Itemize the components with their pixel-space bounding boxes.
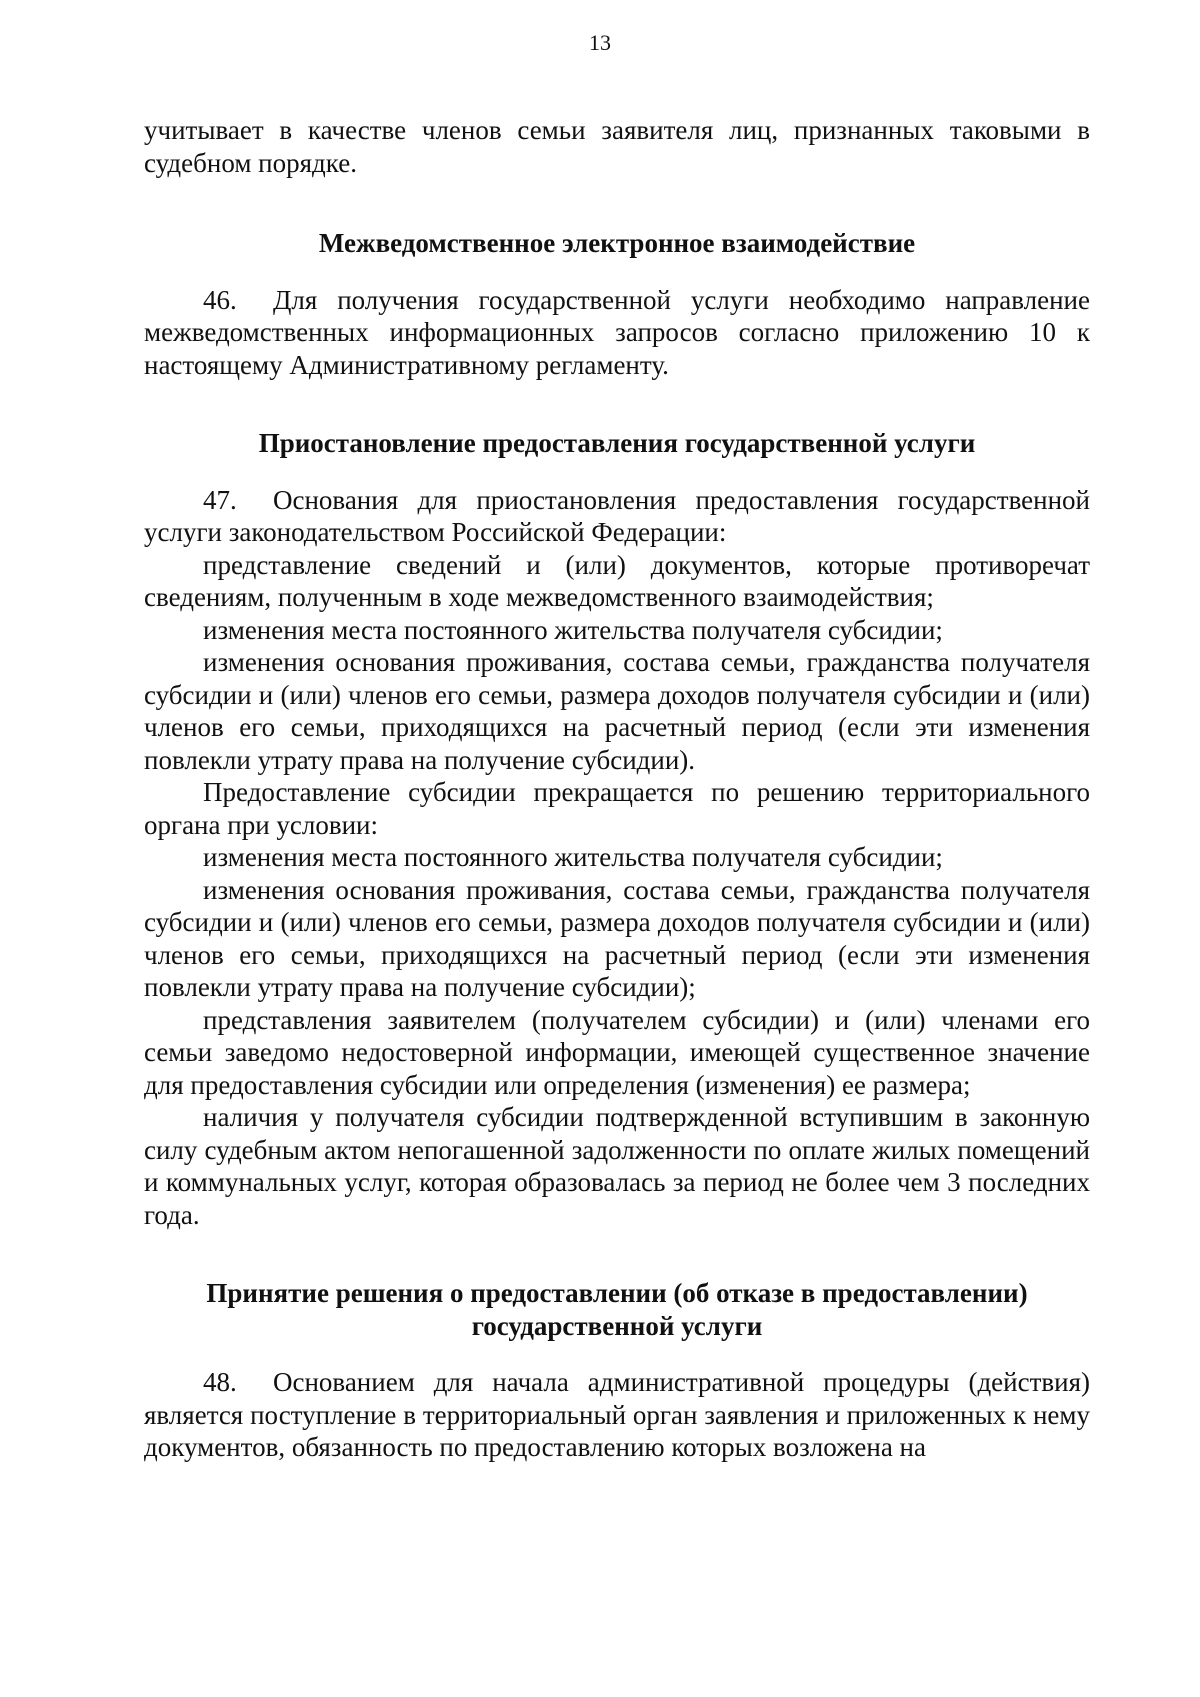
suspension-item-1: представление сведений и (или) документов, которые противоречат сведениям, полученным в ходе межведомственного взаимодействия; [144,549,1090,612]
page-number: 13 [589,30,611,55]
suspension-item-3: изменения основания проживания, состава семьи, гражданства получателя субсидии и (или) членов его семьи, размера доходов получателя субсидии и (или) членов его семьи, приходящихся на расчетный период (если эти изменения повлекли утрату права на получение субсидии). [144,647,1090,775]
heading-decision-line-2: государственной услуги [471,1310,763,1341]
paragraph-48-number: 48. [203,1367,237,1397]
paragraph-47 [144,484,1090,549]
termination-item-2: изменения основания проживания, состава семьи, гражданства получателя субсидии и (или) членов его семьи, размера доходов получателя субсидии и (или) членов его семьи, приходящихся на расчетный период (если эти изменения повлекли утрату права на получение субсидии); [144,874,1090,1002]
termination-item-3: представления заявителем (получателем субсидии) и (или) членами его семьи заведомо недостоверной информации, имеющей существенное значение для предоставления субсидии или определения (изменения) ее размера; [144,1004,1090,1100]
heading-suspension: Приостановление предоставления государственной услуги [258,428,976,458]
paragraph-46-text: Для получения государственной услуги необходимо направление межведомственных информационных запросов согласно приложению 10 к настоящему Административному регламенту. [144,284,1090,380]
paragraph-46-number: 46. [203,284,237,315]
heading-decision [144,1277,1090,1342]
heading-decision-line-1: Принятие решения о предоставлении (об отказе в предоставлении) [206,1278,1028,1308]
termination-intro: Предоставление субсидии прекращается по решению территориального органа при условии: [144,777,1090,840]
paragraph-48-text: Основанием для начала административной процедуры (действия) является поступление в территориальный орган заявления и приложенных к нему документов, обязанность по предоставлению которых возложена на [144,1367,1090,1462]
paragraph-47-text: Основания для приостановления предоставления государственной услуги законодательством Российской Федерации: [144,484,1090,547]
termination-item-4: наличия у получателя субсидии подтвержденной вступившим в законную силу судебным актом непогашенной задолженности по оплате жилых помещений и коммунальных услуг, которая образовалась за период не более чем 3 последних года. [144,1102,1090,1230]
paragraph-48 [144,1366,1090,1464]
continuation-paragraph: учитывает в качестве членов семьи заявителя лиц, признанных таковыми в судебном порядке. [144,115,1090,178]
heading-interagency-interaction: Межведомственное электронное взаимодействие [318,228,916,258]
document-body [144,114,1090,1464]
paragraph-46 [144,284,1090,382]
termination-item-1: изменения места постоянного жительства получателя субсидии; [203,842,943,872]
suspension-item-2: изменения места постоянного жительства получателя субсидии; [203,614,943,645]
paragraph-47-number: 47. [203,484,237,515]
